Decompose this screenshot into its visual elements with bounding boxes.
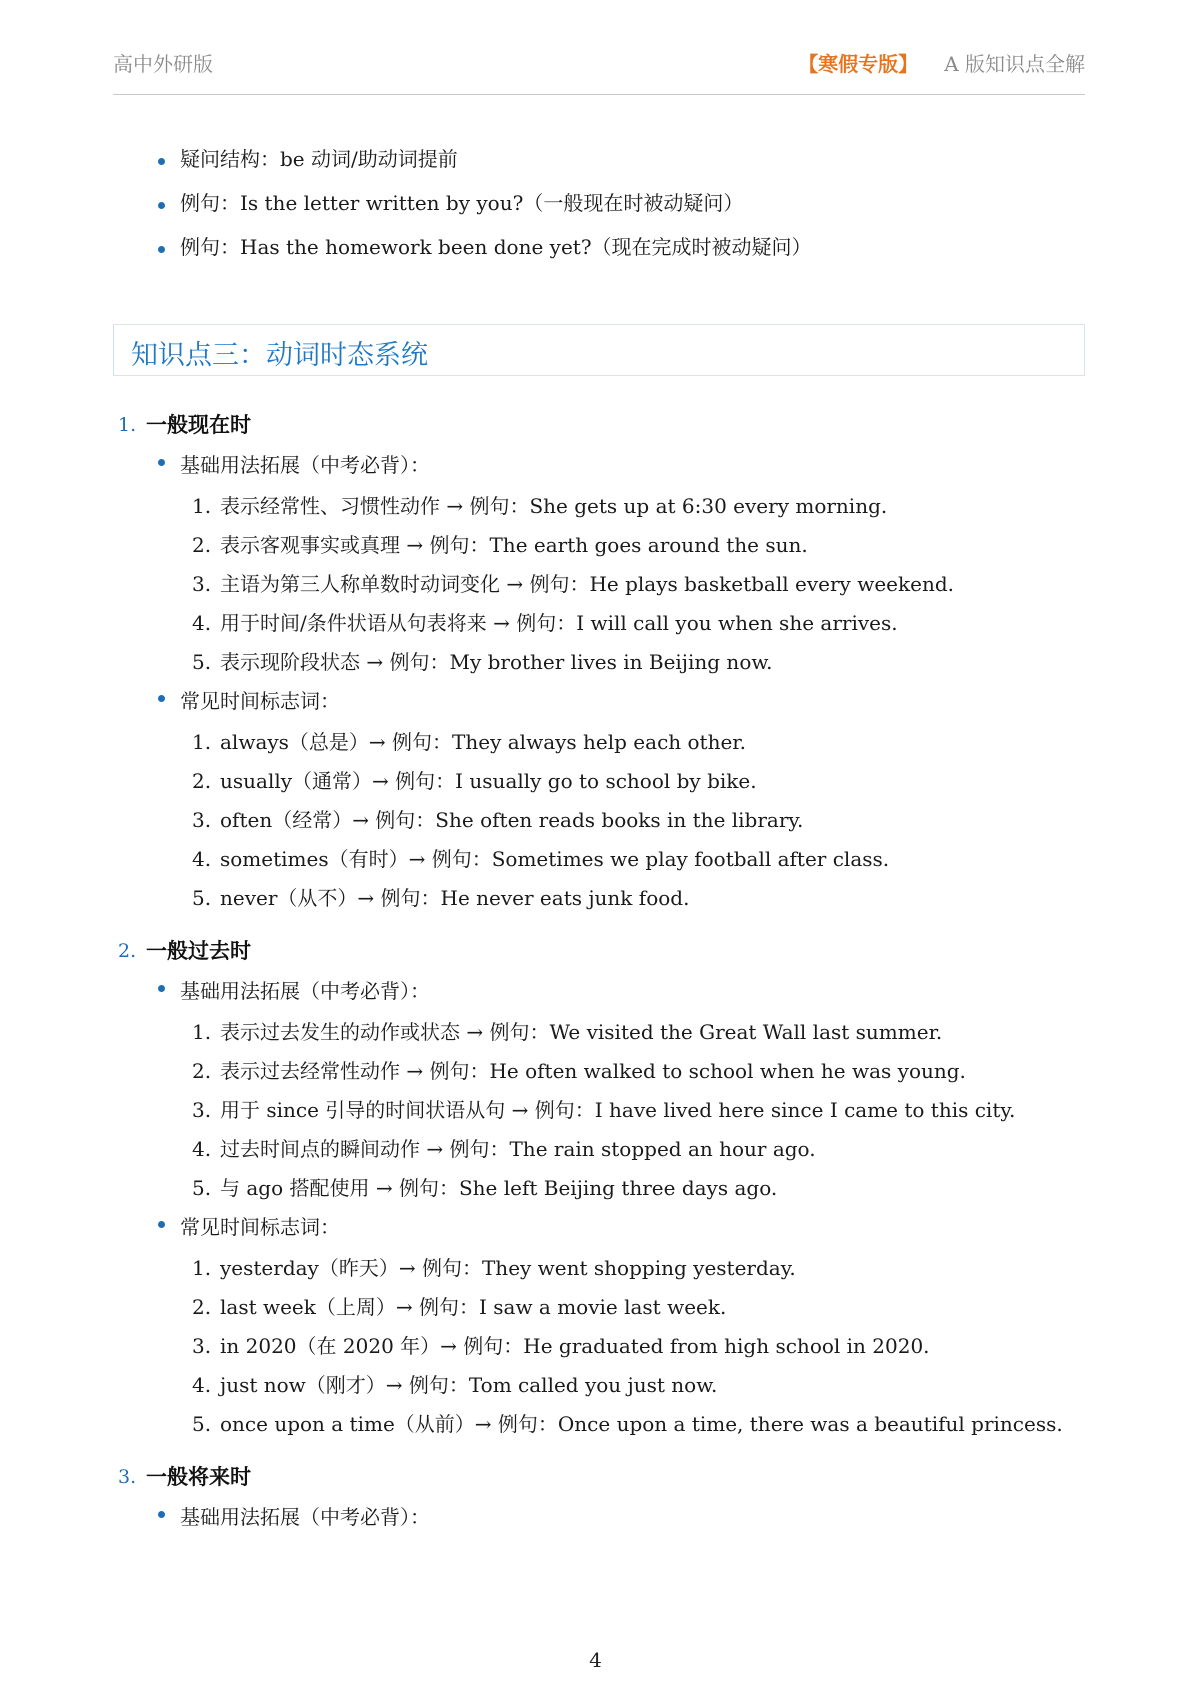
markers-label: 常见时间标志词： xyxy=(158,682,1078,723)
list-item: 3. 主语为第三人称单数时动词变化 → 例句：He plays basketball every weekend. xyxy=(192,572,954,596)
list-item: 1. yesterday（昨天）→ 例句：They went shopping yesterday. xyxy=(192,1256,796,1280)
list-item: 3. 用于 since 引导的时间状语从句 → 例句：I have lived here since I came to this city. xyxy=(192,1098,1016,1122)
list-item: 5. 与 ago 搭配使用 → 例句：She left Beijing three days ago. xyxy=(192,1176,778,1200)
page-number: 4 xyxy=(589,1648,602,1672)
list-item: 1. always（总是）→ 例句：They always help each other. xyxy=(192,730,747,754)
list-item: 2. 表示过去经常性动作 → 例句：He often walked to school when he was young. xyxy=(192,1059,966,1083)
list-item: 2. 表示客观事实或真理 → 例句：The earth goes around the sun. xyxy=(192,533,808,557)
list-item: 5. never（从不）→ 例句：He never eats junk food. xyxy=(192,886,690,910)
header-book-title: 高中外研版 xyxy=(113,52,213,76)
heading-future-simple: 3. 一般将来时 xyxy=(118,1465,251,1489)
list-item: 3. often（经常）→ 例句：She often reads books in the library. xyxy=(192,808,804,832)
list-item: 2. last week（上周）→ 例句：I saw a movie last week. xyxy=(192,1295,727,1319)
list-item: 1. 表示经常性、习惯性动作 → 例句：She gets up at 6:30 every morning. xyxy=(192,494,888,518)
markers-label: 常见时间标志词： xyxy=(158,1208,1078,1249)
usage-label: 基础用法拓展（中考必背）： xyxy=(158,1498,1078,1539)
list-item: 5. 表示现阶段状态 → 例句：My brother lives in Beijing now. xyxy=(192,650,773,674)
heading-past-simple: 2. 一般过去时 xyxy=(118,939,251,963)
header-edition: 【寒假专版】 xyxy=(798,52,919,76)
list-item: 3. in 2020（在 2020 年）→ 例句：He graduated from high school in 2020. xyxy=(192,1334,930,1358)
tense-content xyxy=(118,408,1078,1539)
heading-present-simple: 1. 一般现在时 xyxy=(118,413,251,437)
section-title: 知识点三：动词时态系统 xyxy=(131,340,428,371)
list-item: 2. usually（通常）→ 例句：I usually go to school by bike. xyxy=(192,769,757,793)
list-item: 4. just now（刚才）→ 例句：Tom called you just now. xyxy=(192,1373,718,1397)
page-header xyxy=(113,44,1085,95)
list-item: 4. 过去时间点的瞬间动作 → 例句：The rain stopped an hour ago. xyxy=(192,1137,816,1161)
header-subtitle: A 版知识点全解 xyxy=(944,52,1085,76)
header-right xyxy=(798,48,1085,77)
list-item: 4. 用于时间/条件状语从句表将来 → 例句：I will call you when she arrives. xyxy=(192,611,898,635)
list-item: 1. 表示过去发生的动作或状态 → 例句：We visited the Great Wall last summer. xyxy=(192,1020,943,1044)
usage-label: 基础用法拓展（中考必背）： xyxy=(158,972,1078,1013)
section-title-box xyxy=(113,324,1085,376)
list-item: 4. sometimes（有时）→ 例句：Sometimes we play football after class. xyxy=(192,847,890,871)
usage-label: 基础用法拓展（中考必背）： xyxy=(158,446,1078,487)
list-item: 5. once upon a time（从前）→ 例句：Once upon a time, there was a beautiful princess. xyxy=(192,1412,1063,1436)
